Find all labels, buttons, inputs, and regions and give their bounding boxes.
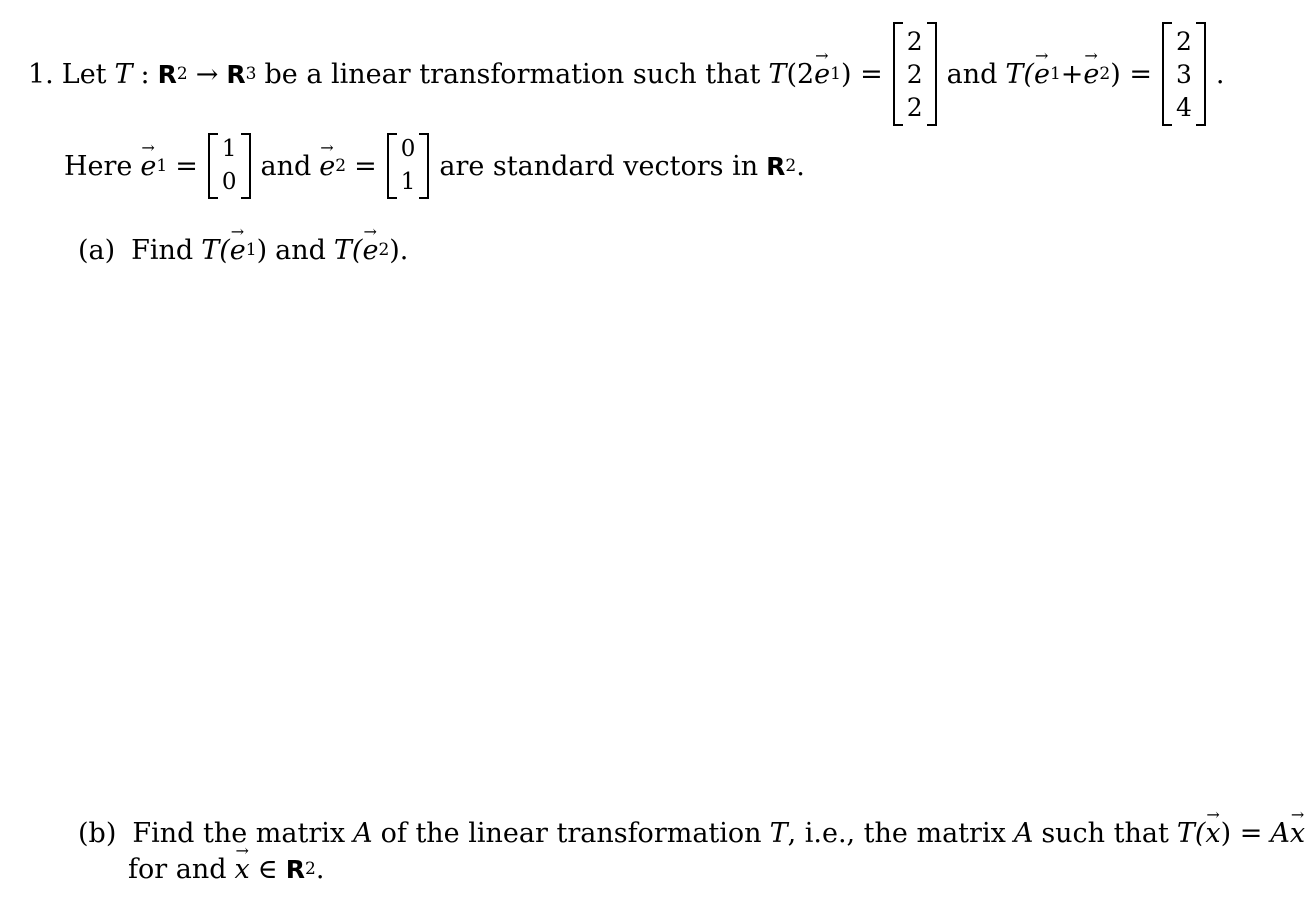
vector-e: → e [1083,59,1099,90]
column-vector-1 [893,22,937,126]
matrix-symbol: A [1013,817,1034,849]
real-numbers-symbol: R [285,854,306,884]
transformation-symbol: T [768,58,787,90]
part-b-line-2: for and → x ∈ R 2 . [128,848,324,890]
definition-text: be a linear transformation such that [264,58,761,90]
part-b-text: Find the matrix [132,817,346,849]
transformation-symbol: T [114,58,133,90]
standard-vector-e1 [208,133,251,199]
matrix-entry: 2 [906,59,923,89]
vector-e: → e [362,235,378,266]
and-word: and [946,58,998,90]
part-a: (a) Find T( → e 1 ) and T( → e 2 ). [78,228,408,272]
matrix-entry: 2 [906,26,923,56]
column-vector-2 [1162,22,1206,126]
plus-sign: + [1060,58,1084,90]
end-text: ). [389,234,409,266]
let-word: Let [61,58,107,90]
problem-statement-line-2: Here → e 1 = 1 0 and → e 2 = 0 1 are standard vectors in R 2 . [64,131,805,201]
close-paren: ) [256,234,268,266]
part-a-label: (a) [78,234,116,266]
part-b-text: of the linear transformation [380,817,762,849]
problem-statement-line-1: 1. Let T : R 2 → R 3 be a linear transformation such that T (2 → e 1 ) = 2 2 2 and T( → e 1 + → e 2 ) = 2 3 4 . [28,20,1224,128]
real-numbers-symbol: R [766,151,786,181]
part-b-text: such that [1041,817,1169,849]
argument-open: (2 [786,58,815,90]
matrix-entry: 0 [221,169,237,195]
vector-x: → x [1205,818,1220,849]
vector-e: → e [319,151,335,182]
transformation-open: T( [1176,817,1206,849]
part-b-label: (b) [78,817,117,849]
matrix-entry: 3 [1175,59,1192,89]
transformation-open: T( [1005,58,1034,90]
close-equals: ) = [1220,817,1263,849]
find-word: Find [131,234,194,266]
vector-e: → e [140,151,156,182]
close-equals: ) = [1110,58,1152,90]
part-b-text: , i.e., the matrix [787,817,1006,849]
vector-e: → e [230,235,246,266]
vector-e: → e [1034,59,1050,90]
transformation-open: T( [201,234,230,266]
arrow-symbol: → [195,58,219,90]
and-word: and [260,150,312,182]
period: . [796,150,805,182]
period: . [1215,58,1225,90]
transformation-symbol: T [769,817,788,849]
colon: : [140,58,150,90]
problem-number: 1. [28,58,54,90]
close-equals: ) = [840,58,883,90]
vector-x: → x [1290,818,1305,849]
equals-sign: = [175,150,198,182]
real-numbers-symbol: R [226,59,246,89]
equals-sign: = [354,150,377,182]
vector-e: → e [814,59,830,90]
matrix-entry: 2 [1175,26,1192,56]
and-word: and [275,234,326,266]
part-b-text: for and [128,853,227,885]
matrix-symbol: A [1270,817,1290,849]
transformation-open: T( [333,234,363,266]
matrix-entry: 4 [1175,92,1192,122]
matrix-entry: 1 [221,136,237,162]
period: . [315,853,325,885]
standard-vectors-text: are standard vectors in [439,150,759,182]
standard-vector-e2 [387,133,430,199]
matrix-entry: 1 [400,169,416,195]
element-of-symbol: ∈ [257,853,278,885]
here-word: Here [64,150,133,182]
real-numbers-symbol: R [157,59,177,89]
matrix-symbol: A [353,817,373,849]
matrix-entry: 0 [400,136,416,162]
vector-x: → x [235,854,250,885]
matrix-entry: 2 [906,92,923,122]
